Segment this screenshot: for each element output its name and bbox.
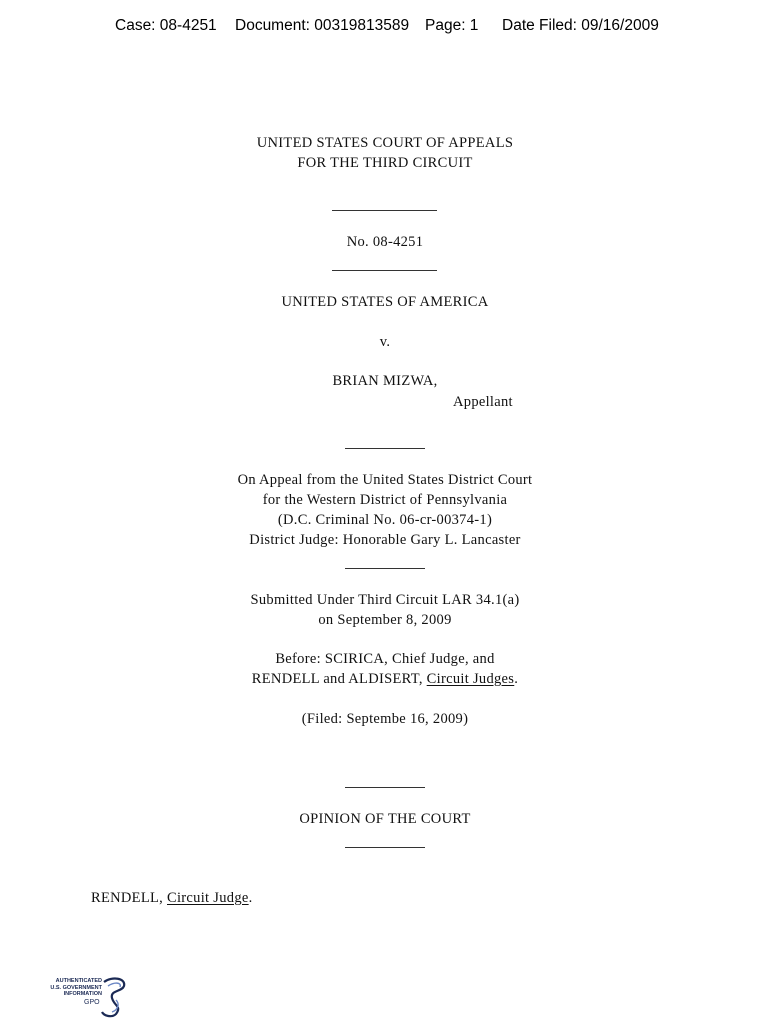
author-title: Circuit Judge	[167, 890, 249, 906]
appeal-line2: for the Western District of Pennsylvania	[262, 492, 508, 508]
author-byline	[91, 890, 253, 907]
court-name-line2: FOR THE THIRD CIRCUIT	[297, 155, 473, 171]
appeal-line1: On Appeal from the United States District Court	[237, 472, 533, 488]
panel-suffix: .	[514, 671, 519, 687]
submission-line2: on September 8, 2009	[318, 612, 452, 628]
gpo-authentication-text	[44, 978, 102, 998]
gpo-text-line2: U.S. GOVERNMENT	[50, 984, 102, 991]
page-number-header: Page: 1	[425, 17, 479, 34]
separator-rule	[345, 787, 425, 788]
gpo-text-line1: AUTHENTICATED	[55, 978, 102, 984]
panel-title: Circuit Judges	[426, 671, 515, 687]
submission-line1: Submitted Under Third Circuit LAR 34.1(a)	[250, 592, 520, 608]
appeal-line3: (D.C. Criminal No. 06-cr-00374-1)	[277, 512, 493, 528]
document-number-header: Document: 00319813589	[235, 17, 410, 34]
defendant-name: BRIAN MIZWA,	[332, 373, 438, 389]
gpo-eagle-icon	[98, 976, 128, 1018]
separator-rule	[332, 270, 437, 271]
filed-date: (Filed: Septembe 16, 2009)	[301, 711, 469, 727]
panel-judges: RENDELL and ALDISERT,	[251, 671, 427, 687]
panel-line2	[0, 671, 770, 688]
panel-line1: Before: SCIRICA, Chief Judge, and	[275, 651, 495, 667]
separator-rule	[345, 448, 425, 449]
court-name-line1: UNITED STATES COURT OF APPEALS	[256, 135, 514, 151]
separator-rule	[332, 210, 437, 211]
author-name: RENDELL,	[91, 890, 167, 906]
separator-rule	[345, 847, 425, 848]
opinion-title: OPINION OF THE COURT	[299, 811, 471, 827]
gpo-label: GPO	[84, 999, 100, 1006]
appeal-line4: District Judge: Honorable Gary L. Lancaster	[249, 532, 521, 548]
appellant-label: Appellant	[453, 394, 513, 410]
separator-rule	[345, 568, 425, 569]
date-filed-header: Date Filed: 09/16/2009	[502, 17, 659, 34]
case-number-header: Case: 08-4251	[115, 17, 217, 34]
gpo-authentication-logo	[44, 973, 134, 1018]
case-number: No. 08-4251	[346, 234, 424, 250]
gpo-text-line3: INFORMATION	[63, 991, 102, 997]
author-suffix: .	[248, 890, 253, 906]
plaintiff-name: UNITED STATES OF AMERICA	[281, 294, 489, 310]
versus-label: v.	[379, 334, 391, 350]
